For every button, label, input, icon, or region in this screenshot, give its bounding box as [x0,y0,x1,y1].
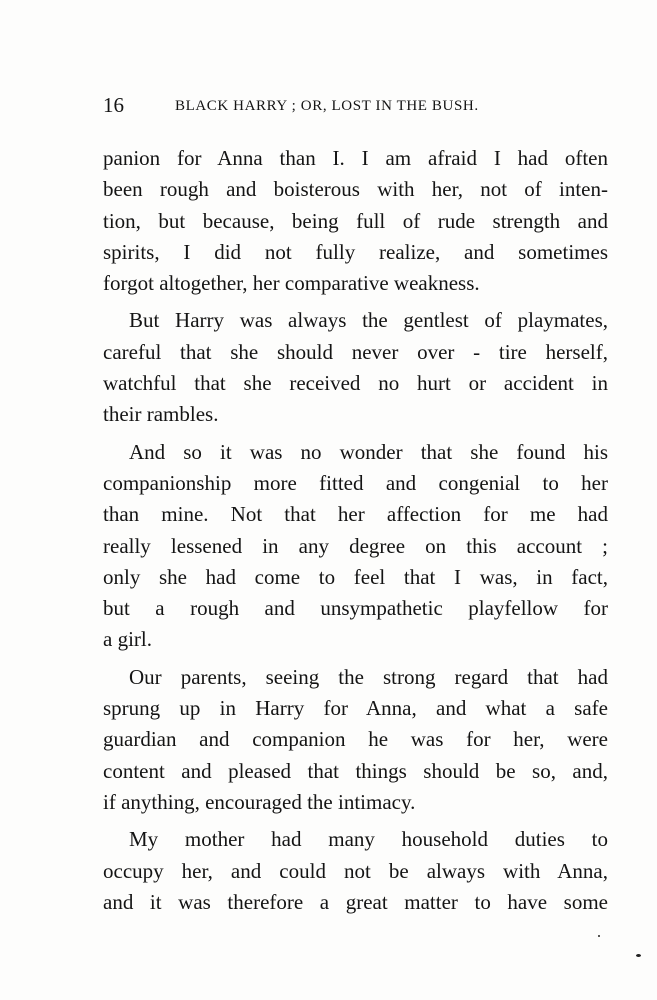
text-line: panion for Anna than I. I am afraid I had often [103,146,608,170]
text-line: guardian and companion he was for her, were [103,727,608,752]
text-line: their rambles. [103,402,219,427]
ink-speck [636,954,641,957]
page-number: 16 [103,93,124,117]
paragraph [103,143,608,299]
text-line: but a rough and unsympathetic playfellow for [103,596,608,621]
text-line: forgot altogether, her comparative weakness. [103,271,480,296]
text-line: a girl. [103,627,152,652]
text-line: than mine. Not that her affection for me had [103,502,608,527]
running-head [103,93,608,117]
text-line: tion, but because, being full of rude strength and [103,208,608,233]
paragraph [103,824,608,918]
text-line: really lessened in any degree on this account ; [103,533,608,558]
text-line: companionship more fitted and congenial to her [103,470,608,495]
paragraph [103,662,608,818]
text-line: if anything, encouraged the intimacy. [103,789,416,814]
text-line: My mother had many household duties to [129,827,608,852]
text-line: careful that she should never over - tire herself, [103,339,608,364]
text-line: content and pleased that things should be so, and, [103,758,608,783]
paragraph [103,437,608,656]
text-line: But Harry was always the gentlest of playmates, [129,308,608,333]
text-line: and it was therefore a great matter to have some [103,889,608,914]
text-line: only she had come to feel that I was, in fact, [103,564,608,589]
running-title: BLACK HARRY ; OR, LOST IN THE BUSH. [175,98,479,114]
paragraph [103,305,608,430]
text-line: And so it was no wonder that she found his [129,439,608,464]
text-line: watchful that she received no hurt or accident in [103,371,608,396]
body-text [103,143,608,924]
text-line: sprung up in Harry for Anna, and what a safe [103,696,608,721]
text-line: Our parents, seeing the strong regard that had [129,664,608,689]
ink-speck [598,935,600,937]
text-line: occupy her, and could not be always with Anna, [103,858,608,883]
text-line: spirits, I did not fully realize, and sometimes [103,239,608,264]
text-line: been rough and boisterous with her, not of inten- [103,177,608,202]
